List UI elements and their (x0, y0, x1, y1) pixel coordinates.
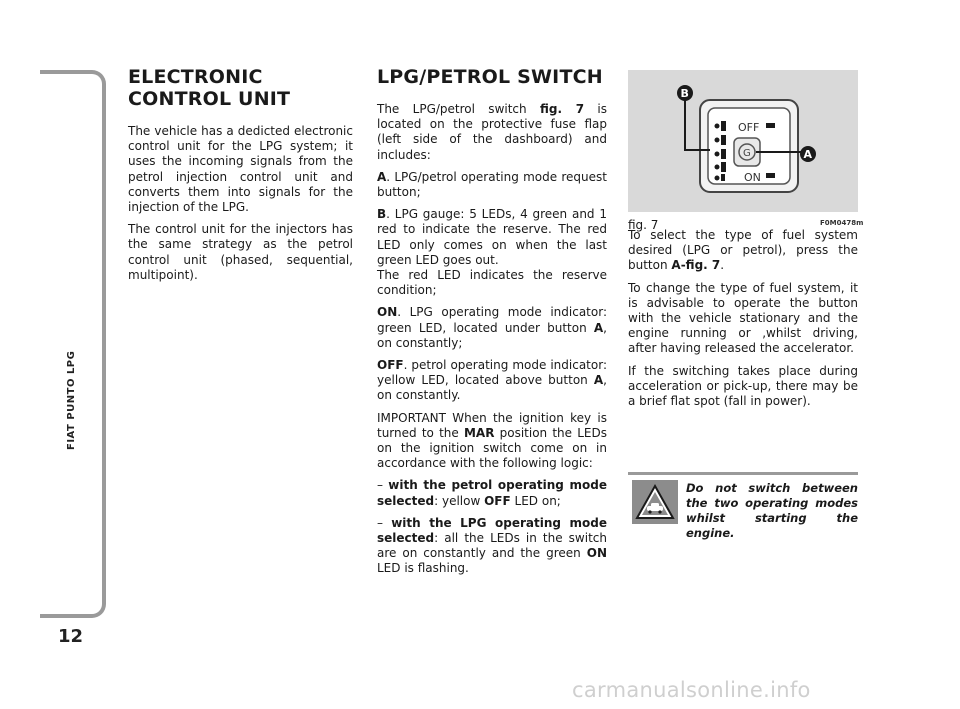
reserve-description: The red LED indicates the reserve condition; (377, 268, 607, 298)
switching-paragraph: If the switching takes place during acceleration or pick-up, there may be a brief flat spot (fall in power). (628, 363, 858, 409)
ecu-paragraph: The control unit for the injectors has the same strategy as the petrol control unit (phased, sequential, multipoint). (128, 222, 353, 282)
switch-heading: LPG/PETROL SWITCH (377, 66, 603, 88)
important-note: IMPORTANT When the ignition key is turned to the MAR position the LEDs on the ignition switch come on in accordance with the following logic: (377, 410, 607, 471)
side-frame (40, 70, 106, 618)
off-indicator-description: OFF. petrol operating mode indicator: yellow LED, located above button A, on constantly. (377, 358, 607, 403)
on-led (766, 173, 775, 178)
button-glyph: G (743, 148, 751, 159)
warning-rule (628, 472, 858, 475)
callout-a-label: A (803, 148, 813, 161)
select-section (628, 228, 858, 416)
gauge-b-description: B. LPG gauge: 5 LEDs, 4 green and 1 red to indicate the reserve. The red LED only comes on when the last green LED goes out. (377, 207, 607, 267)
change-paragraph: To change the type of fuel system, it is advisable to operate the button with the vehicle stationary and the engine running or ,whilst driving, after having released the accelerator. (628, 280, 858, 356)
warning-icon (632, 480, 678, 524)
warning-triangle-icon (632, 480, 678, 524)
select-paragraph: To select the type of fuel system desired (LPG or petrol), press the button A-fig. 7. (628, 228, 858, 273)
button-a-description: A. LPG/petrol operating mode request button; (377, 169, 607, 200)
figure-code: F0M0478m (820, 219, 864, 227)
switch-intro: The LPG/petrol switch fig. 7 is located on the protective fuse flap (left side of the dashboard) and includes: (377, 102, 608, 162)
switch-figure (628, 70, 858, 212)
warning-text: Do not switch between the two operating modes whilst starting the engine. (686, 481, 858, 540)
on-label: ON (744, 171, 761, 184)
watermark: carmanualsonline.info (572, 678, 811, 702)
lpg-mode-logic: – with the LPG operating mode selected: all the LEDs in the switch are on constantly and the green ON LED is flashing. (377, 515, 607, 576)
on-indicator-description: ON. LPG operating mode indicator: green LED, located under button A, on constantly; (377, 305, 607, 350)
off-led (766, 123, 775, 128)
petrol-mode-logic: – with the petrol operating mode selected: yellow OFF LED on; (377, 478, 607, 508)
off-label: OFF (738, 121, 760, 134)
ecu-heading: ELECTRONIC CONTROL UNIT (128, 66, 291, 110)
switch-illustration (628, 70, 858, 212)
page-number: 12 (58, 626, 84, 647)
manual-title: FIAT PUNTO LPG (66, 350, 77, 450)
ecu-paragraph: The vehicle has a dedicted electronic control unit for the LPG system; it uses the incoming signals from the petrol injection control unit and converts them into signals for the injection of the LPG. (128, 124, 353, 215)
ecu-section (128, 66, 353, 290)
switch-section (377, 66, 607, 584)
figure-caption: fig. 7 (628, 218, 659, 232)
callout-b-label: B (680, 87, 689, 100)
